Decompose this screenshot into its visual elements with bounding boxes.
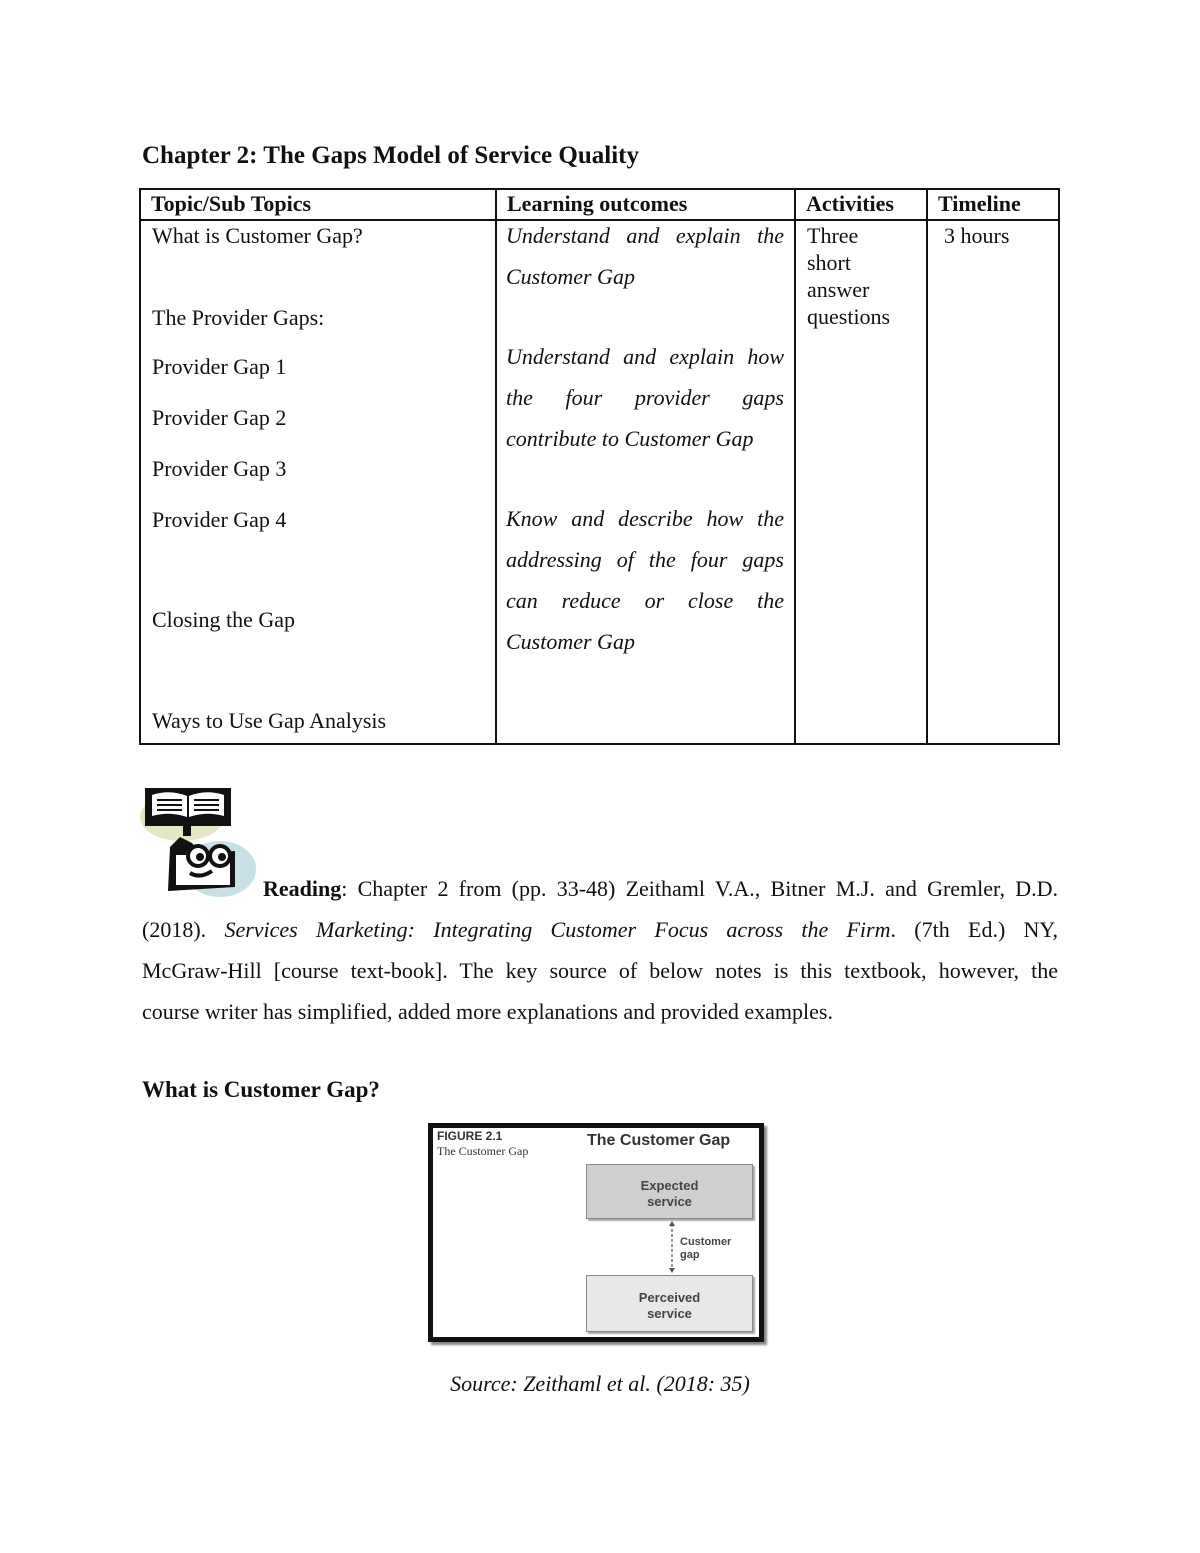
figure-sublabel: The Customer Gap: [437, 1144, 529, 1158]
header-outcomes: Learning outcomes: [496, 189, 795, 220]
reading-line-1: Reading: Chapter 2 from (pp. 33-48) Zeithaml V.A., Bitner M.J. and Gremler, D.D.: [263, 876, 1058, 901]
outcomes-cell: [496, 220, 795, 744]
reading-label: Reading: [263, 876, 342, 901]
reading-line-2: (2018). Services Marketing: Integrating Customer Focus across the Firm. (7th Ed.) NY,: [142, 917, 1058, 942]
header-timeline: Timeline: [927, 189, 1059, 220]
table-row: [140, 220, 1059, 744]
figure-source: Source: Zeithaml et al. (2018: 35): [450, 1371, 750, 1396]
topic-item: Provider Gap 4: [152, 507, 287, 532]
customer-gap-figure: [428, 1123, 764, 1342]
topic-item: Ways to Use Gap Analysis: [152, 708, 387, 733]
reading-paragraph: [142, 868, 1058, 1032]
header-topic: Topic/Sub Topics: [140, 189, 496, 220]
outcome-item: Know and describe how the addressing of the four gaps can reduce or close the Customer Gap: [506, 506, 784, 654]
topic-item: What is Customer Gap?: [152, 223, 363, 248]
activities-text: Three short answer questions: [807, 223, 891, 329]
double-arrow-icon: [667, 1220, 677, 1274]
perceived-service-box: Perceived service: [586, 1275, 753, 1332]
topic-item: Provider Gap 3: [152, 456, 287, 481]
topic-item: Provider Gap 2: [152, 405, 287, 430]
section-heading: What is Customer Gap?: [142, 1077, 380, 1102]
topic-item: The Provider Gaps:: [152, 305, 325, 330]
reading-line-4: course writer has simplified, added more explanations and provided examples.: [142, 999, 833, 1024]
timeline-cell: [927, 220, 1059, 744]
expected-service-box: Expected service: [586, 1164, 753, 1219]
topic-item: Closing the Gap: [152, 607, 295, 632]
figure-title: The Customer Gap: [587, 1132, 731, 1149]
figure-label: FIGURE 2.1: [437, 1129, 503, 1143]
outcome-item: Understand and explain the Customer Gap: [506, 223, 784, 289]
customer-gap-label: Customer gap: [680, 1236, 732, 1261]
course-plan-table: [139, 188, 1060, 745]
book-title: Services Marketing: Integrating Customer Focus across the Firm: [224, 917, 891, 942]
reading-line-3: McGraw-Hill [course text-book]. The key source of below notes is this textbook, however, the: [142, 958, 1058, 983]
timeline-text: 3 hours: [944, 223, 1010, 248]
topic-item: Provider Gap 1: [152, 354, 287, 379]
topics-cell: [140, 220, 496, 744]
page-title: Chapter 2: The Gaps Model of Service Quality: [142, 142, 639, 169]
header-activities: Activities: [795, 189, 927, 220]
activities-cell: [795, 220, 927, 744]
outcome-item: Understand and explain how the four provider gaps contribute to Customer Gap: [506, 344, 784, 451]
